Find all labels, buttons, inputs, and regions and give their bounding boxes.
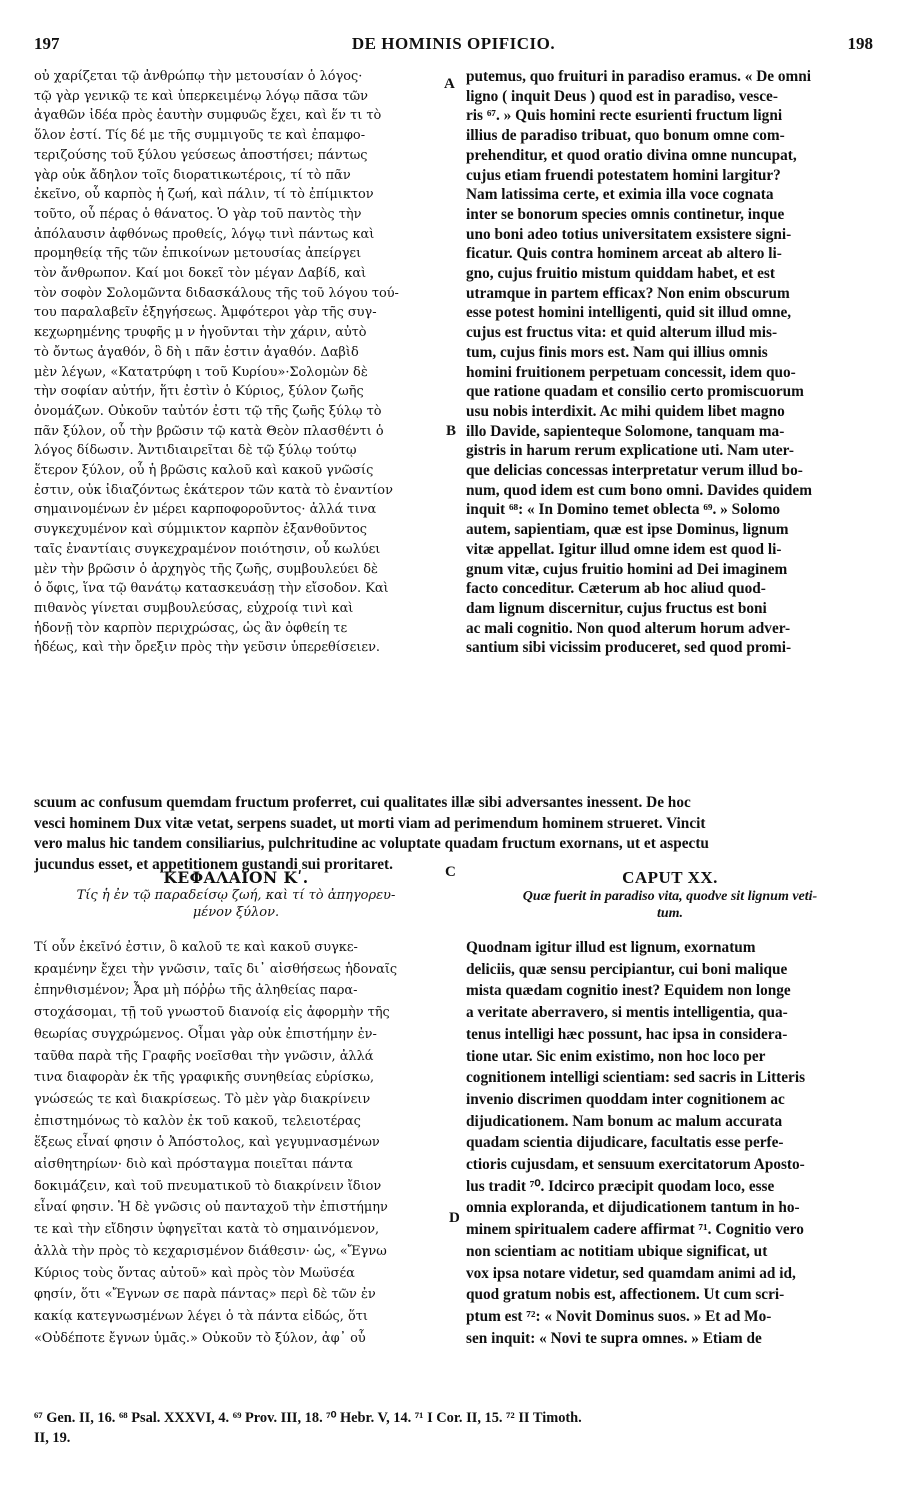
latin-text-line: vero malus hic tandem consiliarius, pulchritudine ac voluptate quadam fructum exornans, ut et aspectu xyxy=(34,835,709,852)
latin-text-line: esse potest homini intelligenti, quid sit illud omne, xyxy=(466,304,792,322)
latin-text-line: ptum est ⁷²: « Novit Dominus suos. » Et ad Mo- xyxy=(466,1307,772,1325)
latin-chapter-subtitle-2: tum. xyxy=(656,906,684,921)
latin-text-line: uno boni adeo totius universitatem exsistere signi- xyxy=(466,225,792,243)
latin-text-line: homini fruitionem perpetuam concessit, idem quo- xyxy=(466,363,796,381)
greek-text-line: τὸ ὄντως ἀγαθόν, ὃ δὴ ι πᾶν ἐστιν ἀγαθόν. Δαβὶδ xyxy=(34,344,359,360)
latin-text-line: autem, sapientiam, quæ est ipse Dominus, lignum xyxy=(466,521,789,539)
latin-text-line: vitæ appellat. Igitur illud omne idem est quod li- xyxy=(466,540,782,558)
margin-marker-d: D xyxy=(449,1210,460,1226)
greek-text-line: ἐπιστημόνως τὸ καλὸν ἐκ τοῦ κακοῦ, τελειοτέρας xyxy=(34,1113,361,1129)
latin-text-line: ris ⁶⁷. » Quis homini recte esurienti fructum ligni xyxy=(466,107,783,125)
greek-text-line: εἶναί φησιν. Ἡ δὲ γνῶσις οὐ πανταχοῦ τὴν ἐπιστήμην xyxy=(34,1200,388,1216)
margin-marker-c: C xyxy=(445,864,456,880)
greek-text-line: Κύριος τοὺς ὄντας αὐτοῦ» καὶ πρὸς τὸν Μωϋσέα xyxy=(34,1265,355,1281)
latin-text-line: utramque in partem efficax? Non enim obscurum xyxy=(466,284,790,302)
latin-text-line: ligno ( inquit Deus ) quod est in paradiso, vesce- xyxy=(466,87,778,105)
greek-text-line: ἀπόλαυσιν ἀφθόνως προθείς, λόγῳ τινὶ πάντως καὶ xyxy=(34,226,375,242)
running-title: DE HOMINIS OPIFICIO. xyxy=(351,34,556,53)
greek-text-line: ἐπηνθισμένον; Ἆρα μὴ πόῤῥω τῆς ἀληθείας παρα- xyxy=(34,983,358,999)
greek-text-line: τινα διαφορὰν ἐκ τῆς γραφικῆς συνηθείας εὑρίσκω, xyxy=(34,1070,375,1086)
greek-text-line: κραμένην ἔχει τὴν γνῶσιν, ταῖς δι᾽ αἰσθήσεως ἡδοναῖς xyxy=(34,961,398,977)
latin-text-line: usu nobis interdixit. Ac mihi quidem libet magno xyxy=(466,402,785,420)
greek-text-line: πιθανὸς γίνεται συμβουλεύσας, εὐχροίᾳ τινὶ καὶ xyxy=(34,600,354,616)
latin-text-line: inter se bonorum species omnis continetur, inque xyxy=(466,205,785,223)
greek-text-line: ταῦθα παρὰ τῆς Γραφῆς νοεῖσθαι τὴν γνῶσιν, ἀλλά xyxy=(34,1048,374,1064)
page-number-left: 197 xyxy=(34,34,60,53)
greek-text-line: γνώσεώς τε καὶ διακρίσεως. Τὸ μὲν γὰρ διακρίνειν xyxy=(34,1091,371,1107)
latin-text-line: quod gratum nobis est, affectionem. Ut cum scri- xyxy=(466,1286,785,1304)
greek-column-top xyxy=(34,67,438,658)
greek-text-line: συγκεχυμένον καὶ σύμμικτον καρπὸν ἐξανθοῦντος xyxy=(34,522,367,538)
latin-text-line: prehenditur, et quod oratio divina omne nuncupat, xyxy=(466,146,797,164)
greek-text-line: ἐκεῖνο, οὗ καρπὸς ἡ ζωή, καὶ πάλιν, τί τὸ ἐπίμικτον xyxy=(34,187,374,203)
greek-text-line: προμηθείᾳ τῆς τῶν ἐπικοίνων μετουσίας ἀπείργει xyxy=(34,246,362,262)
latin-text-line: gistris in harum rerum explicatione uti. Nam uter- xyxy=(466,442,794,460)
latin-chapter-title: CAPUT XX. xyxy=(622,868,718,887)
latin-text-line: que ratione quadam et consilio certo promiscuorum xyxy=(466,383,804,401)
greek-text-line: ἕτερον ξύλον, οὗ ἡ βρῶσις καλοῦ καὶ κακοῦ γνῶσίς xyxy=(34,463,374,479)
latin-text-line: deliciis, quæ sensu percipiantur, cui boni malique xyxy=(466,960,788,978)
greek-text-line: τεριζούσης τοῦ ξύλου γεύσεως ἀποστήσει; πάντως xyxy=(34,147,368,163)
running-header xyxy=(34,34,873,56)
latin-text-line: dam lignum discernitur, cujus fructus est boni xyxy=(466,599,767,617)
greek-chapter-title: ΚΕΦΑΛΑΙΟΝ Κʹ. xyxy=(163,868,309,887)
footnotes xyxy=(34,1408,873,1448)
latin-text-line: facto conceditur. Cæterum ab hoc aliud quod- xyxy=(466,580,766,598)
greek-text-line: σημαινομένων ἐν μέρει καρποφοροῦντος· ἀλλά τινα xyxy=(34,502,377,518)
greek-chapter-heading xyxy=(34,868,438,921)
margin-marker-a: A xyxy=(444,76,455,92)
latin-text-line: scuum ac confusum quemdam fructum proferret, cui qualitates illæ sibi adversantes inessent. De hoc xyxy=(34,794,691,811)
greek-text-line: τοῦτο, οὗ πέρας ὁ θάνατος. Ὁ γὰρ τοῦ παντὸς τὴν xyxy=(34,206,362,222)
latin-text-line: ac mali cognitio. Non quod alterum horum adver- xyxy=(466,619,791,637)
greek-text-line: ἕξεως εἶναί φησιν ὁ Ἀπόστολος, καὶ γεγυμνασμένων xyxy=(34,1135,380,1151)
latin-text-line: que delicias concessas interpretatur verum illud bo- xyxy=(466,462,803,480)
latin-text-line: sen inquit: « Novi te supra omnes. » Etiam de xyxy=(466,1329,762,1347)
latin-text-line: ctioris cujusdam, et sensuum exercitatorum Aposto- xyxy=(466,1156,805,1174)
latin-text-line: non scientiam ac notitiam ubique significat, ut xyxy=(466,1242,768,1260)
latin-text-line: tum, cujus finis mors est. Nam qui illius omnis xyxy=(466,343,768,361)
latin-text-line: Quodnam igitur illud est lignum, exornatum xyxy=(466,939,756,956)
greek-text-line: τὴν σοφίαν αὐτήν, ἥτι ἐστὶν ὁ Κύριος, ξύλον ζωῆς xyxy=(34,384,364,400)
latin-text-line: cujus est fructus vita: et quid alterum illud mis- xyxy=(466,324,778,342)
greek-column-bottom xyxy=(34,937,438,1349)
latin-text-line: dijudicationem. Nam bonum ac malum accurata xyxy=(466,1112,783,1130)
latin-text-line: cujus etiam fruendi potestatem homini largitur? xyxy=(466,166,781,184)
greek-text-line: φησίν, ὅτι «Ἔγνων σε παρὰ πάντας» περὶ δὲ τῶν ἐν xyxy=(34,1287,376,1303)
greek-text-line: μὲν λέγων, «Κατατρύφη ι τοῦ Κυρίου»·Σολομὼν δὲ xyxy=(34,364,368,380)
latin-fullwidth-paragraph xyxy=(34,793,873,875)
latin-text-line: inquit ⁶⁸: « In Domino temet oblecta ⁶⁹. » Solomo xyxy=(466,501,781,519)
latin-text-line: gnum vitæ, cujus fruitio homini ad Dei imaginem xyxy=(466,560,788,578)
latin-text-line: santium sibi vicissim produceret, sed quod promi- xyxy=(466,639,792,657)
greek-text-line: κακίᾳ κατεγνωσμένων λέγει ὁ τὰ πάντα εἰδώς, ὅτι xyxy=(34,1308,368,1324)
greek-text-line: τὸν σοφὸν Σολομῶντα διδασκάλους τῆς τοῦ λόγου τού- xyxy=(34,285,399,301)
latin-text-line: tenus intelligi hæc possunt, hac ipsa in considera- xyxy=(466,1025,788,1043)
footnote-line: II, 19. xyxy=(34,1430,71,1446)
greek-text-line: ἡδέως, καὶ τὴν ὄρεξιν πρὸς τὴν γεῦσιν ὑπερεθίσειεν. xyxy=(34,640,381,656)
latin-text-line: Nam latissima certe, et eximia illa voce cognata xyxy=(466,186,774,204)
footnote-line: ⁶⁷ Gen. II, 16. ⁶⁸ Psal. XXXVI, 4. ⁶⁹ Prov. III, 18. ⁷⁰ Hebr. V, 14. ⁷¹ I Cor. II, 15. ⁷² II Timoth. xyxy=(34,1410,582,1426)
greek-text-line: ἀλλὰ τὴν πρὸς τὸ κεχαρισμένον διάθεσιν· ὡς, «Ἔγνω xyxy=(34,1243,387,1259)
greek-text-line: ὁ ὄφις, ἵνα τῷ θανάτῳ κατασκευάσῃ τὴν εἴσοδον. Καὶ xyxy=(34,581,389,597)
latin-text-line: a veritate aberravero, si mentis intelligentia, qua- xyxy=(466,1004,788,1022)
greek-text-line: οὐ χαρίζεται τῷ ἀνθρώπῳ τὴν μετουσίαν ὁ λόγος· xyxy=(34,69,363,84)
latin-text-line: illius de paradiso tribuat, quo bonum omne com- xyxy=(466,127,785,145)
page-number-right: 198 xyxy=(847,34,873,53)
greek-text-line: ἀγαθῶν ἰδέα πρὸς ἑαυτὴν συμφυῶς ἔχει, καὶ ἕν τι τὸ xyxy=(34,108,382,124)
greek-text-line: τε καὶ τὴν εἴδησιν ὑφηγεῖται κατὰ τὸ σημαινόμενον, xyxy=(34,1222,380,1238)
latin-chapter-subtitle: Quæ fuerit in paradiso vita, quodve sit lignum veti- xyxy=(522,889,818,904)
latin-text-line: jucundus esset, et appetitionem gustandi sui proritaret. xyxy=(34,855,393,873)
greek-text-line: γὰρ οὐκ ἄδηλον τοῖς διορατικωτέροις, τί τὸ πᾶν xyxy=(34,167,351,183)
latin-text-line: tione utar. Sic enim existimo, non hoc loco per xyxy=(466,1047,766,1065)
greek-text-line: λόγος δίδωσιν. Ἀντιδιαιρεῖται δὲ τῷ ξύλῳ τούτῳ xyxy=(34,443,357,459)
latin-text-line: mista quædam cognitio inest? Equidem non longe xyxy=(466,982,791,1000)
latin-column-top xyxy=(466,67,874,658)
greek-text-line: κεχωρημένης τρυφῆς μ ν ἡγοῦνται τὴν χάριν, αὐτὸ xyxy=(34,325,367,341)
latin-text-line: cognitionem intelligi scientiam: sed sacris in Litteris xyxy=(466,1069,806,1087)
latin-text-line: minem spiritualem cadere affirmat ⁷¹. Cognitio vero xyxy=(466,1221,804,1239)
latin-text-line: quadam scientia dijudicare, facultatis esse perfe- xyxy=(466,1134,784,1152)
greek-text-line: ταῖς ἐναντίαις συγκεχραμένον ποιότησιν, οὗ κωλύει xyxy=(34,541,381,557)
latin-column-bottom xyxy=(466,937,874,1349)
latin-text-line: vesci hominem Dux vitæ vetat, serpens suadet, ut morti viam ad perimendum hominem strueret. Vincit xyxy=(34,814,706,832)
latin-text-line: omnia exploranda, et dijudicationem tantum in ho- xyxy=(466,1199,800,1217)
latin-text-line: illo Davide, sapienteque Solomone, tanquam ma- xyxy=(466,422,785,440)
latin-text-line: num, quod idem est cum bono omni. Davides quidem xyxy=(466,481,812,499)
greek-text-line: ὀνομάζων. Οὐκοῦν ταὐτόν ἐστι τῷ τῆς ζωῆς ξύλῳ τὸ xyxy=(34,403,382,419)
greek-text-line: «Οὐδέποτε ἔγνων ὑμᾶς.» Οὐκοῦν τὸ ξύλον, ἀφ᾽ οὗ xyxy=(34,1330,366,1346)
greek-text-line: τὸν ἄνθρωπον. Καί μοι δοκεῖ τὸν μέγαν Δαβίδ, καὶ xyxy=(34,266,367,282)
margin-marker-b: B xyxy=(446,423,457,439)
latin-text-line: invenio discrimen quoddam inter cognitionem ac xyxy=(466,1090,785,1108)
latin-text-line: gno, cujus fruitio mistum quiddam habet, et est xyxy=(466,265,775,283)
greek-text-line: δοκιμάζειν, καὶ τοῦ πνευματικοῦ τὸ διακρίνειν ἴδιον xyxy=(34,1178,382,1194)
latin-text-line: putemus, quo fruituri in paradiso eramus. « De omni xyxy=(466,68,812,85)
latin-chapter-heading xyxy=(466,868,874,922)
latin-text-line: vox ipsa notare videtur, sed quamdam animi ad id, xyxy=(466,1264,796,1282)
latin-text-line: lus tradit ⁷⁰. Idcirco præcipit quodam loco, esse xyxy=(466,1177,775,1195)
greek-text-line: τῷ γὰρ γενικῷ τε καὶ ὑπερκειμένῳ λόγῳ πᾶσα τῶν xyxy=(34,88,368,104)
greek-text-line: ἡδονῇ τὸν καρπὸν περιχρώσας, ὡς ἂν ὀφθείη τε xyxy=(34,620,348,636)
greek-text-line: μὲν τὴν βρῶσιν ὁ ἀρχηγὸς τῆς ζωῆς, συμβουλεύει δὲ xyxy=(34,561,378,577)
greek-text-line: του παραλαβεῖν ἐξηγήσεως. Ἀμφότεροι γὰρ τῆς συγ- xyxy=(34,305,377,321)
greek-text-line: πᾶν ξύλον, οὗ τὴν βρῶσιν τῷ κατὰ Θεὸν πλασθέντι ὁ xyxy=(34,423,384,439)
greek-text-line: Τί οὖν ἐκεῖνό ἐστιν, ὃ καλοῦ τε καὶ κακοῦ συγκε- xyxy=(34,940,358,955)
latin-text-line: ficatur. Quis contra hominem arceat ab altero li- xyxy=(466,245,782,263)
greek-chapter-subtitle-2: μένον ξύλον. xyxy=(192,905,280,920)
greek-text-line: αἰσθητηρίων· διὸ καὶ πρόσταγμα ποιεῖται πάντα xyxy=(34,1157,353,1173)
greek-text-line: θεωρίας συγχρώμενος. Οἶμαι γὰρ οὐκ ἐπιστήμην ἐν- xyxy=(34,1026,377,1042)
greek-text-line: ὅλον ἐστί. Τίς δέ με τῆς συμμιγοῦς τε καὶ ἐπαμφο- xyxy=(34,128,366,144)
greek-chapter-subtitle: Τίς ἡ ἐν τῷ παραδείσῳ ζωή, καὶ τί τὸ ἀπηγορευ- xyxy=(76,888,396,903)
greek-text-line: στοχάσομαι, τῇ τοῦ γνωστοῦ διανοίᾳ εἰς ἀφορμὴν τῆς xyxy=(34,1005,390,1021)
greek-text-line: ἐστιν, οὐκ ἰδιαζόντως ἑκάτερον τῶν κατὰ τὸ ἐναντίον xyxy=(34,482,393,498)
